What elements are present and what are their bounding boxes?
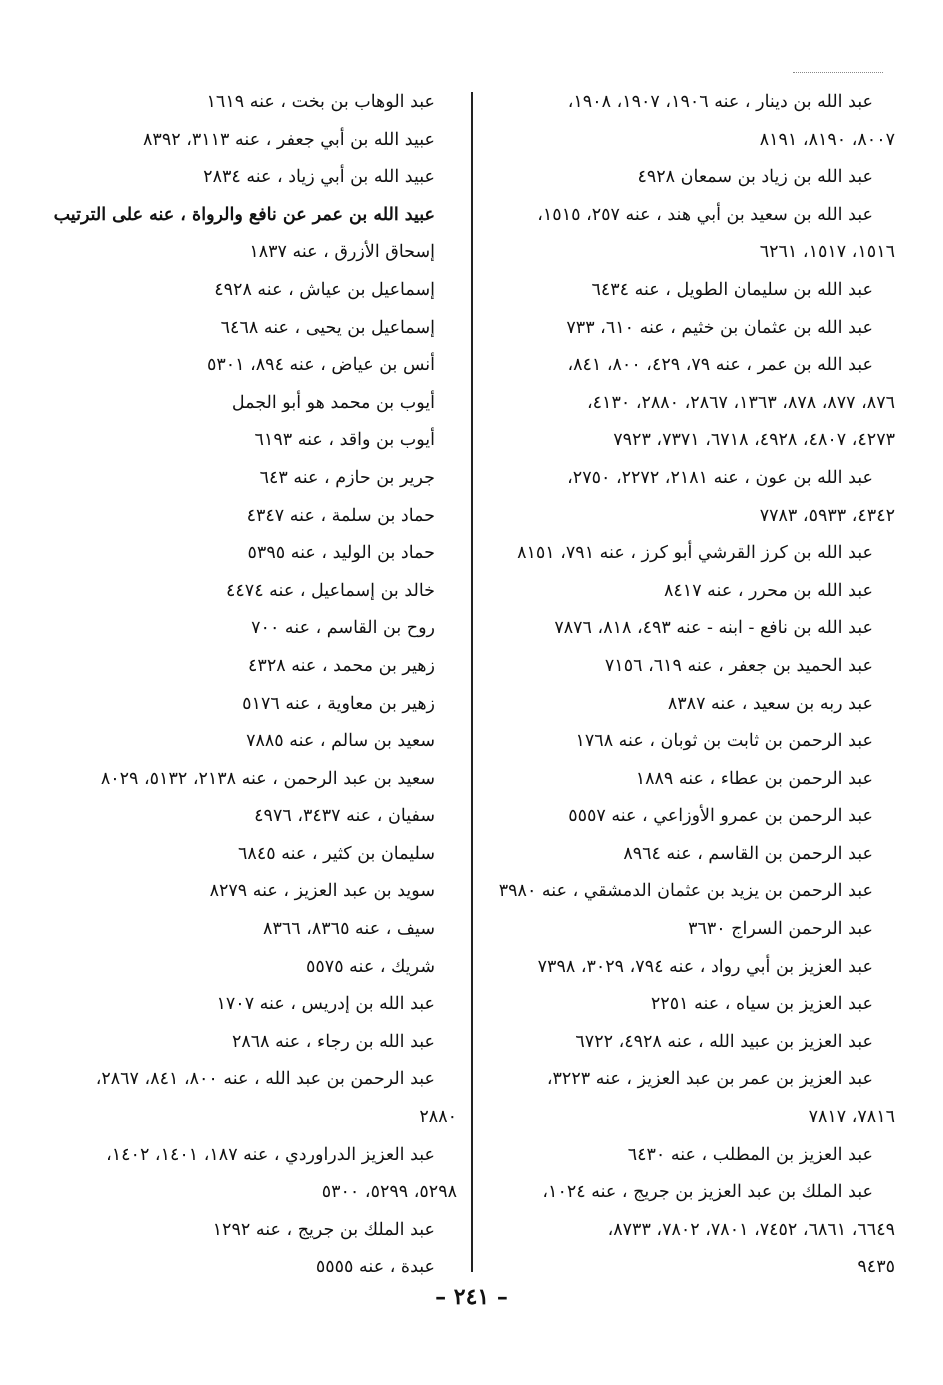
index-line: ٨٠٠٧، ٨١٩٠، ٨١٩١ — [759, 129, 895, 150]
index-line: ١٥١٦، ١٥١٧، ٦٢٦١ — [759, 242, 895, 263]
index-line: عبد العزيز الدراوردي ، عنه ١٨٧، ١٤٠١، ١٤٠٢، — [106, 1144, 435, 1165]
index-line: حماد بن سلمة ، عنه ٤٣٤٧ — [246, 505, 435, 526]
index-line: عبد ربه بن سعيد ، عنه ٨٣٨٧ — [667, 693, 873, 714]
index-line: سويد بن عبد العزيز ، عنه ٨٢٧٩ — [209, 881, 435, 902]
index-line: إسماعيل بن يحيى ، عنه ٦٤٦٨ — [220, 317, 435, 338]
index-line: زهير بن معاوية ، عنه ٥١٧٦ — [242, 693, 435, 714]
index-line: عبد الله بن سليمان الطويل ، عنه ٦٤٣٤ — [591, 279, 873, 300]
index-line: أنس بن عياض ، عنه ٨٩٤، ٥٣٠١ — [206, 355, 435, 376]
index-line: أيوب بن واقد ، عنه ٦١٩٣ — [254, 430, 435, 451]
index-line: ٢٨٨٠ — [419, 1107, 457, 1128]
index-line: عبد الرحمن بن القاسم ، عنه ٨٩٦٤ — [623, 843, 873, 864]
index-line: عبد الرحمن بن ثابت بن ثوبان ، عنه ١٧٦٨ — [575, 731, 873, 752]
index-line: إسحاق الأزرق ، عنه ١٨٣٧ — [249, 242, 435, 263]
index-line: عبد الله بن نافع - ابنه - عنه ٤٩٣، ٨١٨، ٧٨٧٦ — [554, 618, 873, 639]
index-line: عبد العزيز بن عمر بن عبد العزيز ، عنه ٣٢٢٣، — [546, 1069, 873, 1090]
index-line: عبد الله بن سعيد بن أبي هند ، عنه ٢٥٧، ١٥١٥، — [537, 204, 873, 225]
index-line: عبد العزيز بن أبي رواد ، عنه ٧٩٤، ٣٠٢٩، ٧٣٩٨ — [537, 956, 873, 977]
index-line: عبد الرحمن بن عبد الله ، عنه ٨٠٠، ٨٤١، ٢٨٦٧، — [95, 1069, 435, 1090]
index-line: ٤٢٧٣، ٤٨٠٧، ٤٩٢٨، ٦٧١٨، ٧٣٧١، ٧٩٢٣ — [613, 430, 895, 451]
scan-artifact-dots — [793, 72, 883, 73]
index-line: عبد العزيز بن المطلب ، عنه ٦٤٣٠ — [627, 1144, 873, 1165]
index-line: شريك ، عنه ٥٥٧٥ — [306, 956, 435, 977]
index-line: عبد الملك بن عبد العزيز بن جريج ، عنه ١٠٢٤، — [542, 1182, 873, 1203]
index-line: عبد الله بن دينار ، عنه ١٩٠٦، ١٩٠٧، ١٩٠٨، — [567, 92, 873, 112]
index-line: عبد العزيز بن عبيد الله ، عنه ٤٩٢٨، ٦٧٢٢ — [575, 1031, 873, 1052]
index-line: أيوب بن محمد هو أبو الجمل — [231, 392, 435, 413]
index-line: روح بن القاسم ، عنه ٧٠٠ — [251, 618, 435, 639]
index-line: عبد الرحمن السراج ٣٦٣٠ — [688, 919, 873, 940]
index-line: ٤٣٤٢، ٥٩٣٣، ٧٧٨٣ — [759, 505, 895, 526]
index-line: عبد الرحمن بن عمرو الأوزاعي ، عنه ٥٥٥٧ — [568, 806, 873, 827]
index-line: عبد الرحمن بن يزيد بن عثمان الدمشقي ، عنه ٣٩٨٠ — [498, 881, 873, 902]
index-line: عبد الله بن زياد بن سمعان ٤٩٢٨ — [637, 167, 873, 188]
index-line: عبيد الله بن عمر عن نافع والرواة ، عنه على الترتيب — [53, 204, 435, 225]
index-line: عبيد الله بن أبي زياد ، عنه ٢٨٣٤ — [203, 167, 435, 188]
index-line: عبدة ، عنه ٥٥٥٥ — [315, 1257, 435, 1278]
index-line: ٨٧٦، ٨٧٧، ٨٧٨، ١٣٦٣، ٢٨٦٧، ٢٨٨٠، ٤١٣٠، — [586, 392, 895, 413]
index-line: عبد الوهاب بن بخت ، عنه ١٦١٩ — [206, 92, 435, 112]
index-line: سعيد بن سالم ، عنه ٧٨٨٥ — [246, 731, 435, 752]
index-line: عبد الله بن عثمان بن خثيم ، عنه ٦١٠، ٧٣٣ — [566, 317, 873, 338]
index-line: ٧٨١٦، ٧٨١٧ — [808, 1107, 895, 1128]
index-line: ٩٤٣٥ — [857, 1257, 895, 1278]
index-line: عبد الله بن رجاء ، عنه ٢٨٦٨ — [231, 1031, 435, 1052]
index-line: سفيان ، عنه ٣٤٣٧، ٤٩٧٦ — [254, 806, 435, 827]
index-line: حماد بن الوليد ، عنه ٥٣٩٥ — [247, 543, 435, 564]
index-line: زهير بن محمد ، عنه ٤٣٢٨ — [248, 655, 435, 676]
index-line: خالد بن إسماعيل ، عنه ٤٤٧٤ — [226, 580, 435, 601]
index-line: عبد الله بن عون ، عنه ٢١٨١، ٢٢٧٢، ٢٧٥٠، — [567, 467, 873, 488]
index-line: عبد الرحمن بن عطاء ، عنه ١٨٨٩ — [635, 768, 873, 789]
index-line: ٦٦٤٩، ٦٨٦١، ٧٤٥٢، ٧٨٠١، ٧٨٠٢، ٨٧٣٣، — [607, 1219, 895, 1240]
index-line: إسماعيل بن عياش ، عنه ٤٩٢٨ — [214, 279, 435, 300]
index-line: سيف ، عنه ٨٣٦٥، ٨٣٦٦ — [263, 919, 435, 940]
index-line: جرير بن حازم ، عنه ٦٤٣ — [259, 467, 435, 488]
index-line: عبد الحميد بن جعفر ، عنه ٦١٩، ٧١٥٦ — [604, 655, 873, 676]
right-column-index — [495, 84, 895, 1287]
index-line: عبد الله بن محرر ، عنه ٨٤١٧ — [664, 580, 873, 601]
index-line: سعيد بن عبد الرحمن ، عنه ٢١٣٨، ٥١٣٢، ٨٠٢٩ — [100, 768, 435, 789]
index-line: عبد الملك بن جريج ، عنه ١٢٩٢ — [212, 1219, 435, 1240]
index-line: سليمان بن كثير ، عنه ٦٨٤٥ — [238, 843, 435, 864]
index-line: عبيد الله بن أبي جعفر ، عنه ٣١١٣، ٨٣٩٢ — [143, 129, 435, 150]
index-line: عبد الله بن عمر ، عنه ٧٩، ٤٢٩، ٨٠٠، ٨٤١، — [567, 355, 873, 376]
index-line: عبد الله بن إدريس ، عنه ١٧٠٧ — [216, 994, 435, 1015]
column-divider — [471, 92, 473, 1272]
index-line: ٥٢٩٨، ٥٢٩٩، ٥٣٠٠ — [321, 1182, 457, 1203]
page-number: – ٢٤١ – — [435, 1284, 508, 1310]
index-line: عبد الله بن كرز القرشي أبو كرز ، عنه ٧٩١، ٨١٥١ — [517, 543, 873, 564]
left-column-index — [37, 84, 457, 1287]
index-line: عبد العزيز بن سياه ، عنه ٢٢٥١ — [650, 994, 873, 1015]
